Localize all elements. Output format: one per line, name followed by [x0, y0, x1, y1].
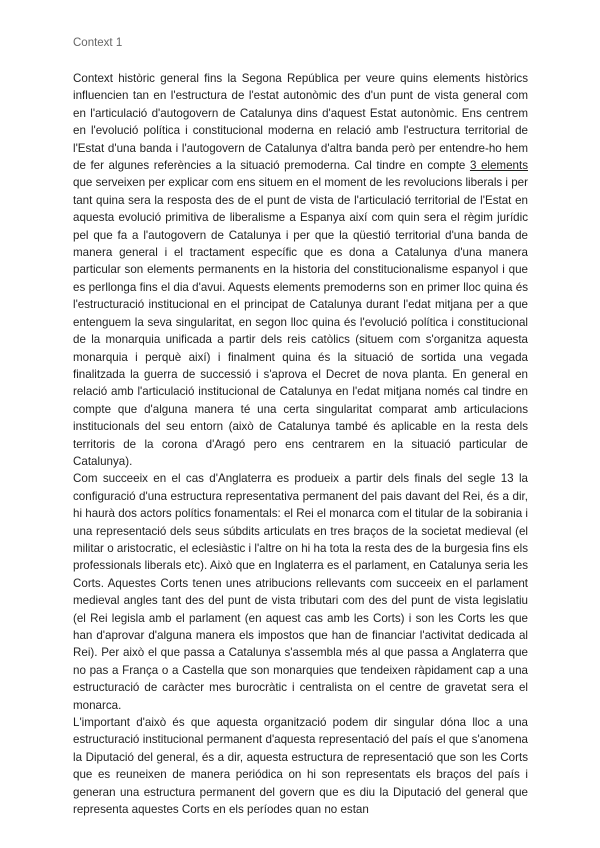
document-body: [73, 70, 528, 818]
underlined-phrase: 3 elements: [469, 159, 529, 173]
paragraph-1-text-end: que serveixen per explicar com ens situem en el moment de les revolucions liberals i per tant quina sera la resposta des de el punt de vista de l'articulació territorial de l'Estat en aquesta evolució primitiva de liberalisme a Espanya així com quin sera el règim jurídic pel que fa a l'autogovern de Catalunya i per que la qüestió territorial d'una banda de manera general i el tractament específic que es dona a Catalunya d'una manera particular son elements permanents en la historia del constitucionalisme espanyol i que es perllonga fins el dia d'avui. Aquests elements premoderns son en primer lloc quina és l'estructuració institucional en el principat de Catalunya durant l'edat mitjana per a que entenguem la seva singularitat, en segon lloc quina és l'evolució política i constitucional de la monarquia unificada a partir dels reis catòlics (situem com s'organitza aquesta monarquia i perquè així) i finalment quina és la situació de sortida una vegada finalitzada la guerra de successió i s'aprova el Decret de nova planta. En general en relació amb l'articulació institucional de Catalunya en l'edat mitjana només cal tindre en compte que d'alguna manera té una certa singularitat comparat amb articulacions institucionals del seu entorn (això de Catalunya també és aplicable en la resta dels territoris de la corona d'Aragó pero ens centrarem en la situació particular de Catalunya).: [73, 176, 528, 468]
paragraph-3: L'important d'això és que aquesta organització podem dir singular dóna lloc a una estructuració institucional permanent d'aquesta representació del país el que s'anomena la Diputació del general, és a dir, aquesta estructura de representació que son les Corts que es reuneixen de manera periódica on hi son representats els braços del país i generan una estructura permanent del govern que es diu la Diputació del general que representa aquestes Corts en els períodes quan no estan: [73, 716, 528, 817]
paragraph-2: Com succeeix en el cas d'Anglaterra es produeix a partir dels finals del segle 13 la configuració d'una estructura representativa permanent del pais davant del Rei, és a dir, hi haurà dos actors polítics fonamentals: el Rei el monarca com el titular de la sobirania i una representació dels seus súbdits articulats en tres braços de la societat medieval (el militar o aristocratic, el eclesiàstic i l'altre on hi ha tota la resta des de la burgesia fins els professionals liberals etc). Això que en Inglaterra es el parlament, en Catalunya seria les Corts. Aquestes Corts tenen unes atribucions rellevants com succeeix en el parlament medieval angles tant des del punt de vista tributari com des del punt de vista legislatiu (el Rei legisla amb el parlament (en aquest cas amb les Corts) i son les Corts les que han d'aprovar d'alguna manera els impostos que han de financiar l'activitat dedicada al Rei). Per això el que passa a Catalunya s'assembla més al que passa a Anglaterra que no pas a França o a Castella que son monarquies que tendeixen ràpidament cap a una estructuració de caràcter mes burocràtic i centralista on el centre de gravetat sera el monarca.: [73, 472, 528, 712]
paragraph-1-text-start: Context històric general fins la Segona República per veure quins elements històrics influencien tan en l'estructura de l'estat autonòmic des d'un punt de vista general com en l'articulació d'autogovern de Catalunya dins d'aquest Estat autonòmic. Ens centrem en l'evolució política i constitucional moderna en relació amb l'estructura territorial de l'Estat d'una banda i l'autogovern de Catalunya d'altra banda però per entendre-ho hem de fer algunes referències a la situació premoderna. Cal tindre en compte: [73, 72, 528, 173]
context-heading: Context 1: [73, 37, 123, 49]
paragraph-1: [73, 70, 528, 470]
